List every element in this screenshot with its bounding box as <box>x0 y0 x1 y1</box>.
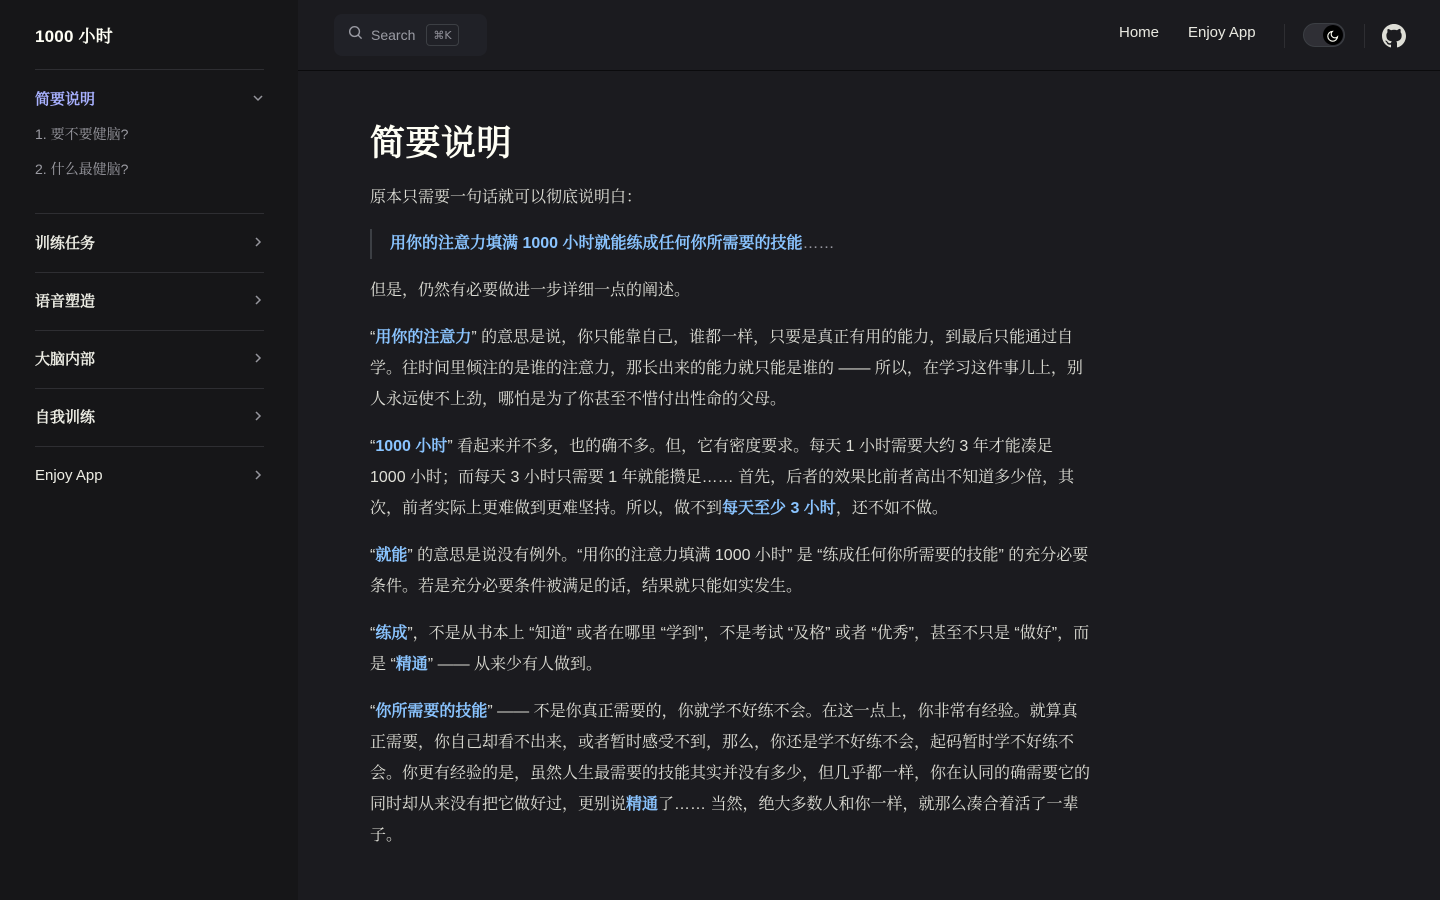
quote-mark: “ <box>370 625 376 642</box>
quote-mark: “ <box>370 438 376 455</box>
top-navbar <box>298 0 1440 71</box>
sidebar-divider <box>35 330 264 331</box>
sidebar-group-label: Enjoy App <box>35 466 103 484</box>
search-shortcut: ⌘K <box>426 24 458 46</box>
sidebar-group-label: 自我训练 <box>35 408 96 426</box>
nav-divider <box>1364 24 1365 48</box>
nav-home[interactable]: Home <box>1119 24 1160 41</box>
emphasis-text: 精通 <box>626 796 659 813</box>
sidebar-group-label: 语音塑造 <box>35 292 96 310</box>
paragraph-1: 但是，仍然有必要做进一步详细一点的阐述。 <box>370 282 691 299</box>
sidebar-group-enjoy-app[interactable] <box>35 463 264 487</box>
chevron-right-icon[interactable] <box>252 352 264 364</box>
quote-mark: “ <box>370 329 376 346</box>
paragraph-4 <box>370 540 1090 602</box>
sidebar-divider <box>35 213 264 214</box>
sidebar-group-label: 大脑内部 <box>35 350 96 368</box>
emphasis-text: 练成 <box>375 625 408 642</box>
paragraph-text: ，还不如不做。 <box>835 500 948 517</box>
emphasis-text: 1000 小时 <box>375 438 448 455</box>
sidebar-group-voice[interactable] <box>35 288 264 312</box>
moon-icon <box>1323 25 1343 45</box>
sidebar-group-self[interactable] <box>35 404 264 428</box>
nav-divider <box>1284 24 1285 48</box>
theme-toggle[interactable] <box>1303 23 1345 47</box>
chevron-right-icon[interactable] <box>252 410 264 422</box>
quote-mark: “ <box>370 547 376 564</box>
search-icon <box>348 25 363 45</box>
sidebar <box>0 0 298 900</box>
github-icon[interactable] <box>1382 24 1406 48</box>
emphasis-text: 每天至少 3 小时 <box>722 500 836 517</box>
paragraph-3 <box>370 431 1090 524</box>
quote-mark: “ <box>370 703 376 720</box>
intro-paragraph: 原本只需要一句话就可以彻底说明白： <box>370 189 643 206</box>
search-label: Search <box>371 27 416 43</box>
quote-tail: …… <box>802 235 835 252</box>
paragraph-5 <box>370 618 1090 680</box>
sidebar-group-brain[interactable] <box>35 346 264 370</box>
sidebar-group-intro[interactable] <box>35 86 264 110</box>
emphasis-text: 精通 <box>395 656 428 673</box>
paragraph-text: ” —— 不是你真正需要的，你就学不好练不会。在这一点上，你非常有经验。就算真正需要，你自己却看不出来，或者暂时感受不到，那么，你还是学不好练不会，起码暂时学不好练不会。你更有经验的是，虽然人生最需要的技能其实并没有多少，但几乎都一样，你在认同的确需要它的同时却从来没有把它做好过，更别说 <box>370 703 1091 813</box>
sidebar-divider <box>35 446 264 447</box>
sidebar-item-best-brain[interactable]: 2. 什么最健脑? <box>35 161 129 177</box>
paragraph-text: ” —— 从来少有人做到。 <box>427 656 603 673</box>
sidebar-divider <box>35 388 264 389</box>
nav-enjoy-app[interactable]: Enjoy App <box>1188 24 1256 41</box>
sidebar-item-need-brain[interactable]: 1. 要不要健脑? <box>35 126 129 142</box>
sidebar-divider <box>35 272 264 273</box>
paragraph-6 <box>370 696 1090 851</box>
quote-strong: 用你的注意力填满 1000 小时就能练成任何你所需要的技能 <box>390 235 803 252</box>
chevron-down-icon[interactable] <box>252 92 264 104</box>
chevron-right-icon[interactable] <box>252 236 264 248</box>
main-content <box>370 120 1090 851</box>
sidebar-divider <box>35 69 264 70</box>
paragraph-text: ” 看起来并不多，也的确不多。但，它有密度要求。每天 1 小时需要大约 3 年才能凑足 1000 小时；而每天 3 小时只需要 1 年就能攒足…… 首先，后者的效果比前者高出不知道多少倍，其次，前者实际上更难做到更难坚持。所以，做不到 <box>370 438 1075 517</box>
sidebar-group-training[interactable] <box>35 230 264 254</box>
emphasis-text: 就能 <box>375 547 408 564</box>
sidebar-group-label: 训练任务 <box>35 234 96 252</box>
page-title: 简要说明 <box>370 124 513 163</box>
paragraph-text: 了…… 当然，绝大多数人和你一样，就那么凑合着活了一辈子。 <box>370 796 1079 844</box>
paragraph-2 <box>370 322 1090 415</box>
chevron-right-icon[interactable] <box>252 469 264 481</box>
emphasis-text: 你所需要的技能 <box>375 703 488 720</box>
search-button[interactable] <box>334 14 487 56</box>
paragraph-text: ”，不是从书本上 “知道” 或者在哪里 “学到”，不是考试 “及格” 或者 “优秀”，甚至不只是 “做好”，而是 “ <box>370 625 1090 673</box>
paragraph-text: ” 的意思是说，你只能靠自己，谁都一样，只要是真正有用的能力，到最后只能通过自学。往时间里倾注的是谁的注意力，那长出来的能力就只能是谁的 —— 所以，在学习这件事儿上，别人永远使不上劲，哪怕是为了你甚至不惜付出性命的父母。 <box>370 329 1083 408</box>
chevron-right-icon[interactable] <box>252 294 264 306</box>
site-title[interactable]: 1000 小时 <box>35 27 113 46</box>
key-quote <box>370 229 1090 259</box>
sidebar-group-label: 简要说明 <box>35 90 96 108</box>
emphasis-text: 用你的注意力 <box>375 329 472 346</box>
paragraph-text: ” 的意思是说没有例外。“用你的注意力填满 1000 小时” 是 “练成任何你所需要的技能” 的充分必要条件。若是充分必要条件被满足的话，结果就只能如实发生。 <box>370 547 1089 595</box>
